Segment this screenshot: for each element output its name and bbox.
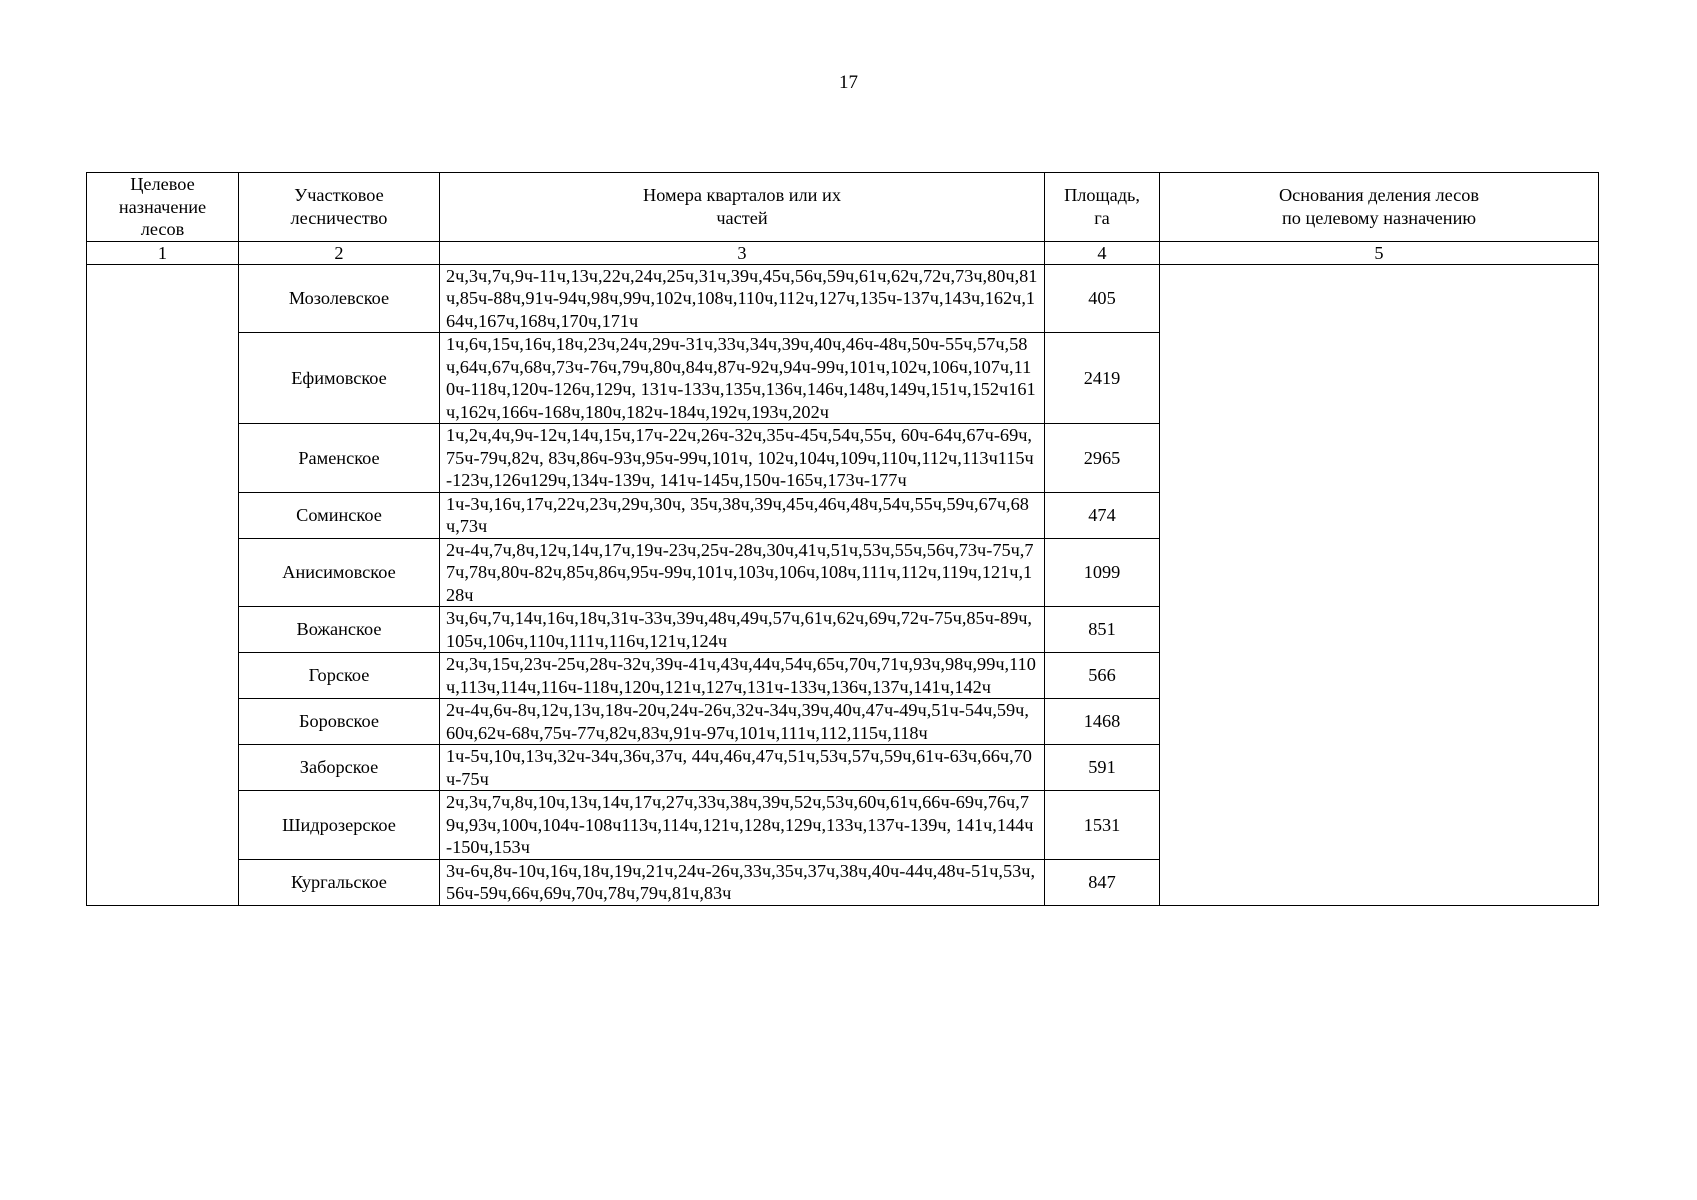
area-ha: 566	[1045, 653, 1160, 699]
quarter-numbers: 1ч,6ч,15ч,16ч,18ч,23ч,24ч,29ч-31ч,33ч,34ч,39ч,40ч,46ч-48ч,50ч-55ч,57ч,58ч,64ч,67ч,68ч,73ч-76ч,79ч,80ч,84ч,87ч-92ч,94ч-99ч,101ч,102ч,106ч,107ч,110ч-118ч,120ч-126ч,129ч, 131ч-133ч,135ч,136ч,146ч,148ч,149ч,151ч,152ч161ч,162ч,166ч-168ч,180ч,182ч-184ч,192ч,193ч,202ч	[440, 333, 1045, 424]
quarter-numbers: 2ч-4ч,6ч-8ч,12ч,13ч,18ч-20ч,24ч-26ч,32ч-34ч,39ч,40ч,47ч-49ч,51ч-54ч,59ч,60ч,62ч-68ч,75ч-77ч,82ч,83ч,91ч-97ч,101ч,111ч,112,115ч,118ч	[440, 699, 1045, 745]
column-number-row	[87, 241, 1599, 264]
quarter-numbers: 1ч,2ч,4ч,9ч-12ч,14ч,15ч,17ч-22ч,26ч-32ч,35ч-45ч,54ч,55ч, 60ч-64ч,67ч-69ч,75ч-79ч,82ч, 83ч,86ч-93ч,95ч-99ч,101ч, 102ч,104ч,109ч,110ч,112ч,113ч115ч-123ч,126ч129ч,134ч-139ч, 141ч-145ч,150ч-165ч,173ч-177ч	[440, 424, 1045, 493]
header-quarter-numbers: Номера кварталов или их частей	[440, 173, 1045, 242]
quarter-numbers: 1ч-3ч,16ч,17ч,22ч,23ч,29ч,30ч, 35ч,38ч,39ч,45ч,46ч,48ч,54ч,55ч,59ч,67ч,68ч,73ч	[440, 492, 1045, 538]
area-ha: 1468	[1045, 699, 1160, 745]
area-ha: 847	[1045, 859, 1160, 905]
area-ha: 851	[1045, 607, 1160, 653]
area-ha: 474	[1045, 492, 1160, 538]
district-name: Кургальское	[239, 859, 440, 905]
forest-purpose-cell	[87, 264, 239, 905]
quarter-numbers: 2ч,3ч,7ч,9ч-11ч,13ч,22ч,24ч,25ч,31ч,39ч,45ч,56ч,59ч,61ч,62ч,72ч,73ч,80ч,81ч,85ч-88ч,91ч-94ч,98ч,99ч,102ч,108ч,110ч,112ч,127ч,135ч-137ч,143ч,162ч,164ч,167ч,168ч,170ч,171ч	[440, 264, 1045, 333]
forest-division-table	[86, 172, 1599, 906]
area-ha: 405	[1045, 264, 1160, 333]
area-ha: 591	[1045, 745, 1160, 791]
quarter-numbers: 1ч-5ч,10ч,13ч,32ч-34ч,36ч,37ч, 44ч,46ч,47ч,51ч,53ч,57ч,59ч,61ч-63ч,66ч,70ч-75ч	[440, 745, 1045, 791]
area-ha: 1531	[1045, 791, 1160, 860]
district-name: Вожанское	[239, 607, 440, 653]
quarter-numbers: 3ч-6ч,8ч-10ч,16ч,18ч,19ч,21ч,24ч-26ч,33ч,35ч,37ч,38ч,40ч-44ч,48ч-51ч,53ч,56ч-59ч,66ч,69ч,70ч,78ч,79ч,81ч,83ч	[440, 859, 1045, 905]
area-ha: 2965	[1045, 424, 1160, 493]
page-number: 17	[839, 72, 858, 93]
division-basis-cell	[1160, 264, 1599, 905]
district-name: Ефимовское	[239, 333, 440, 424]
column-number: 4	[1045, 241, 1160, 264]
table-row	[87, 264, 1599, 333]
column-number: 3	[440, 241, 1045, 264]
district-name: Мозолевское	[239, 264, 440, 333]
header-area: Площадь, га	[1045, 173, 1160, 242]
district-name: Анисимовское	[239, 538, 440, 607]
district-name: Соминское	[239, 492, 440, 538]
header-district-forestry: Участковое лесничество	[239, 173, 440, 242]
district-name: Боровское	[239, 699, 440, 745]
header-forest-purpose: Целевое назначение лесов	[87, 173, 239, 242]
header-division-basis: Основания деления лесов по целевому назначению	[1160, 173, 1599, 242]
quarter-numbers: 2ч,3ч,7ч,8ч,10ч,13ч,14ч,17ч,27ч,33ч,38ч,39ч,52ч,53ч,60ч,61ч,66ч-69ч,76ч,79ч,93ч,100ч,104ч-108ч113ч,114ч,121ч,128ч,129ч,133ч,137ч-139ч, 141ч,144ч-150ч,153ч	[440, 791, 1045, 860]
quarter-numbers: 2ч-4ч,7ч,8ч,12ч,14ч,17ч,19ч-23ч,25ч-28ч,30ч,41ч,51ч,53ч,55ч,56ч,73ч-75ч,77ч,78ч,80ч-82ч,85ч,86ч,95ч-99ч,101ч,103ч,106ч,108ч,111ч,112ч,119ч,121ч,128ч	[440, 538, 1045, 607]
district-name: Заборское	[239, 745, 440, 791]
column-number: 2	[239, 241, 440, 264]
column-number: 5	[1160, 241, 1599, 264]
area-ha: 1099	[1045, 538, 1160, 607]
column-number: 1	[87, 241, 239, 264]
quarter-numbers: 2ч,3ч,15ч,23ч-25ч,28ч-32ч,39ч-41ч,43ч,44ч,54ч,65ч,70ч,71ч,93ч,98ч,99ч,110ч,113ч,114ч,116ч-118ч,120ч,121ч,127ч,131ч-133ч,136ч,137ч,141ч,142ч	[440, 653, 1045, 699]
table-header-row	[87, 173, 1599, 242]
quarter-numbers: 3ч,6ч,7ч,14ч,16ч,18ч,31ч-33ч,39ч,48ч,49ч,57ч,61ч,62ч,69ч,72ч-75ч,85ч-89ч,105ч,106ч,110ч,111ч,116ч,121ч,124ч	[440, 607, 1045, 653]
area-ha: 2419	[1045, 333, 1160, 424]
district-name: Шидрозерское	[239, 791, 440, 860]
district-name: Раменское	[239, 424, 440, 493]
district-name: Горское	[239, 653, 440, 699]
